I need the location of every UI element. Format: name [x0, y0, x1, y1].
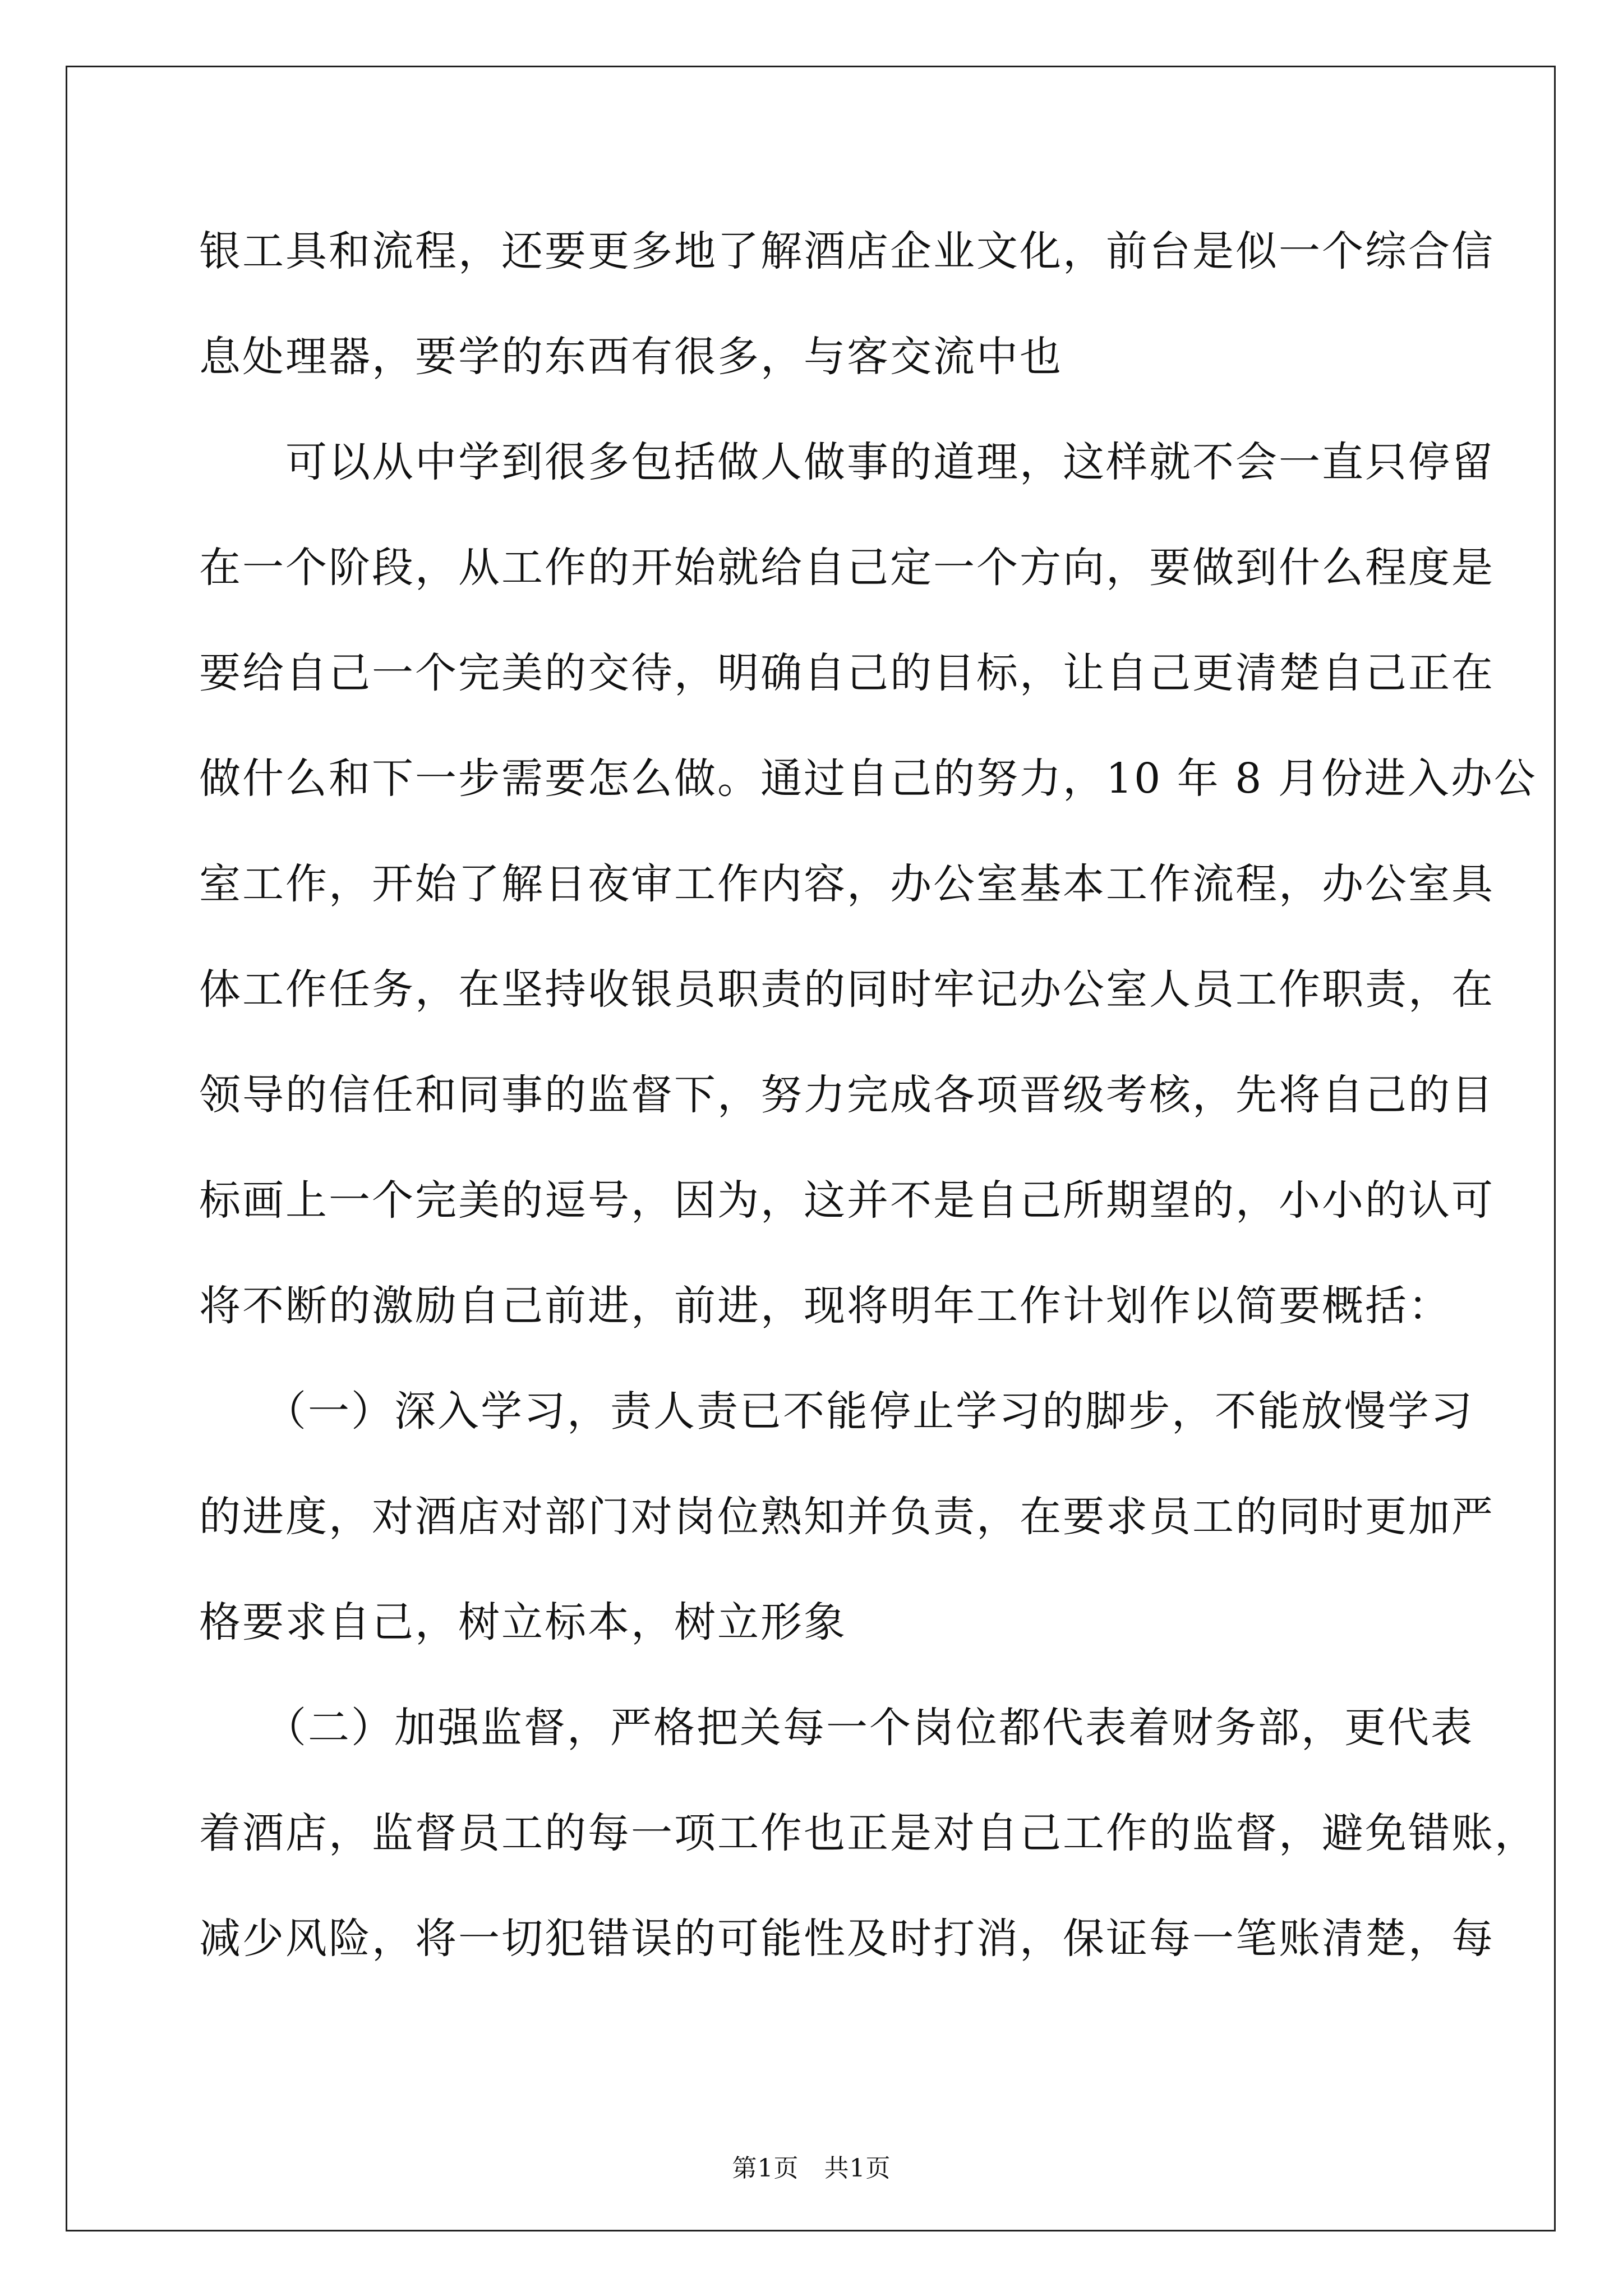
body-text-line: 领导的信任和同事的监督下，努力完成各项晋级考核，先将自己的目 — [199, 1071, 1495, 1119]
body-text-line: 在一个阶段，从工作的开始就给自己定一个方向，要做到什么程度是 — [199, 544, 1495, 592]
body-text-line: 格要求自己，树立标本，树立形象 — [199, 1598, 847, 1646]
body-text-line: 的进度，对酒店对部门对岗位熟知并负责，在要求员工的同时更加严 — [199, 1493, 1495, 1541]
body-text-line: 将不断的激励自己前进，前进，现将明年工作计划作以简要概括： — [199, 1282, 1451, 1330]
body-text-line: 可以从中学到很多包括做人做事的道理，这样就不会一直只停留 — [199, 438, 1495, 486]
body-text-line: 息处理器，要学的东西有很多，与客交流中也 — [199, 333, 1063, 381]
body-text-line: 着酒店，监督员工的每一项工作也正是对自己工作的监督，避免错账， — [199, 1809, 1538, 1857]
page-number-footer: 第1页 共1页 — [732, 2154, 891, 2183]
body-text-line: 体工作任务，在坚持收银员职责的同时牢记办公室人员工作职责，在 — [199, 965, 1495, 1014]
body-text-line: 做什么和下一步需要怎么做。通过自己的努力，10 年 8 月份进入办公 — [199, 754, 1537, 803]
body-text-line: 室工作，开始了解日夜审工作内容，办公室基本工作流程，办公室具 — [199, 860, 1495, 908]
body-text-line: （一）深入学习，责人责已不能停止学习的脚步，不能放慢学习 — [199, 1387, 1474, 1435]
body-text-line: 银工具和流程，还要更多地了解酒店企业文化，前台是似一个综合信 — [199, 227, 1495, 275]
body-text-line: 标画上一个完美的逗号，因为，这并不是自己所期望的，小小的认可 — [199, 1176, 1495, 1225]
body-text-line: （二）加强监督，严格把关每一个岗位都代表着财务部，更代表 — [199, 1704, 1474, 1752]
body-text-line: 减少风险，将一切犯错误的可能性及时打消，保证每一笔账清楚，每 — [199, 1915, 1495, 1963]
page-border — [66, 66, 1556, 2231]
body-text-line: 要给自己一个完美的交待，明确自己的目标，让自己更清楚自己正在 — [199, 649, 1495, 697]
